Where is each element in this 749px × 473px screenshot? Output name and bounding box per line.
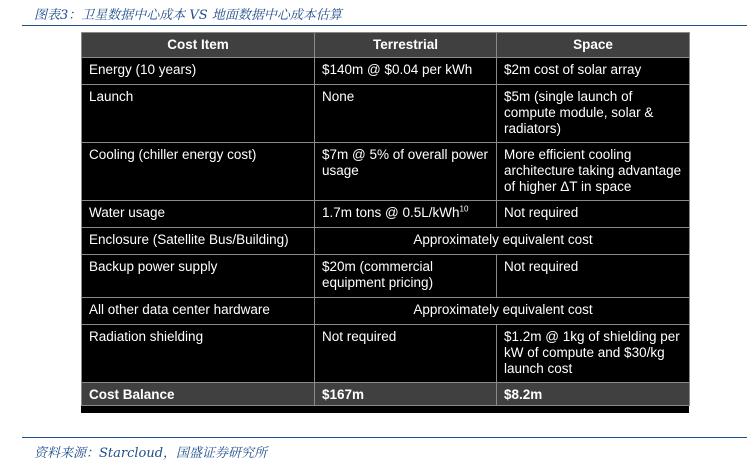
- total-space: $8.2m: [497, 383, 690, 406]
- table-row: [82, 58, 690, 85]
- cost-comparison-table-container: [81, 32, 689, 413]
- row-item: Launch: [82, 85, 315, 143]
- row-space: Not required: [497, 255, 690, 298]
- source-divider: [22, 437, 747, 438]
- total-terrestrial: $167m: [315, 383, 497, 406]
- row-terrestrial: $20m (commercial equipment pricing): [315, 255, 497, 298]
- header-cost-item: Cost Item: [82, 33, 315, 58]
- row-space: Not required: [497, 201, 690, 228]
- row-space: More efficient cooling architecture taking advantage of higher ΔT in space: [497, 143, 690, 201]
- row-merged-value: Approximately equivalent cost: [315, 298, 690, 325]
- header-terrestrial: Terrestrial: [315, 33, 497, 58]
- row-item: Radiation shielding: [82, 325, 315, 383]
- row-item: Cooling (chiller energy cost): [82, 143, 315, 201]
- header-space: Space: [497, 33, 690, 58]
- footnote-marker: 10: [459, 204, 469, 214]
- table-row: [82, 228, 690, 255]
- row-terrestrial: $7m @ 5% of overall power usage: [315, 143, 497, 201]
- row-terrestrial: Not required: [315, 325, 497, 383]
- row-item: All other data center hardware: [82, 298, 315, 325]
- total-item: Cost Balance: [82, 383, 315, 406]
- row-merged-value: Approximately equivalent cost: [315, 228, 690, 255]
- row-terrestrial: None: [315, 85, 497, 143]
- table-row: [82, 143, 690, 201]
- row-space: $1.2m @ 1kg of shielding per kW of compute and $30/kg launch cost: [497, 325, 690, 383]
- cost-comparison-table: [81, 32, 690, 406]
- row-terrestrial-text: 1.7m tons @ 0.5L/kWh: [322, 205, 460, 220]
- table-total-row: [82, 383, 690, 406]
- row-item: Enclosure (Satellite Bus/Building): [82, 228, 315, 255]
- caption-divider: [22, 25, 747, 26]
- table-row: [82, 298, 690, 325]
- row-space: $5m (single launch of compute module, solar & radiators): [497, 85, 690, 143]
- table-row: [82, 325, 690, 383]
- row-item: Energy (10 years): [82, 58, 315, 85]
- table-row: [82, 85, 690, 143]
- row-terrestrial: [315, 201, 497, 228]
- figure-caption: 图表3：卫星数据中心成本 VS 地面数据中心成本估算: [34, 8, 342, 23]
- row-item: Water usage: [82, 201, 315, 228]
- table-header-row: [82, 33, 690, 58]
- source-note: 资料来源：Starcloud，国盛证券研究所: [34, 446, 268, 461]
- table-row: [82, 255, 690, 298]
- row-item: Backup power supply: [82, 255, 315, 298]
- table-row: [82, 201, 690, 228]
- row-space: $2m cost of solar array: [497, 58, 690, 85]
- row-terrestrial: $140m @ $0.04 per kWh: [315, 58, 497, 85]
